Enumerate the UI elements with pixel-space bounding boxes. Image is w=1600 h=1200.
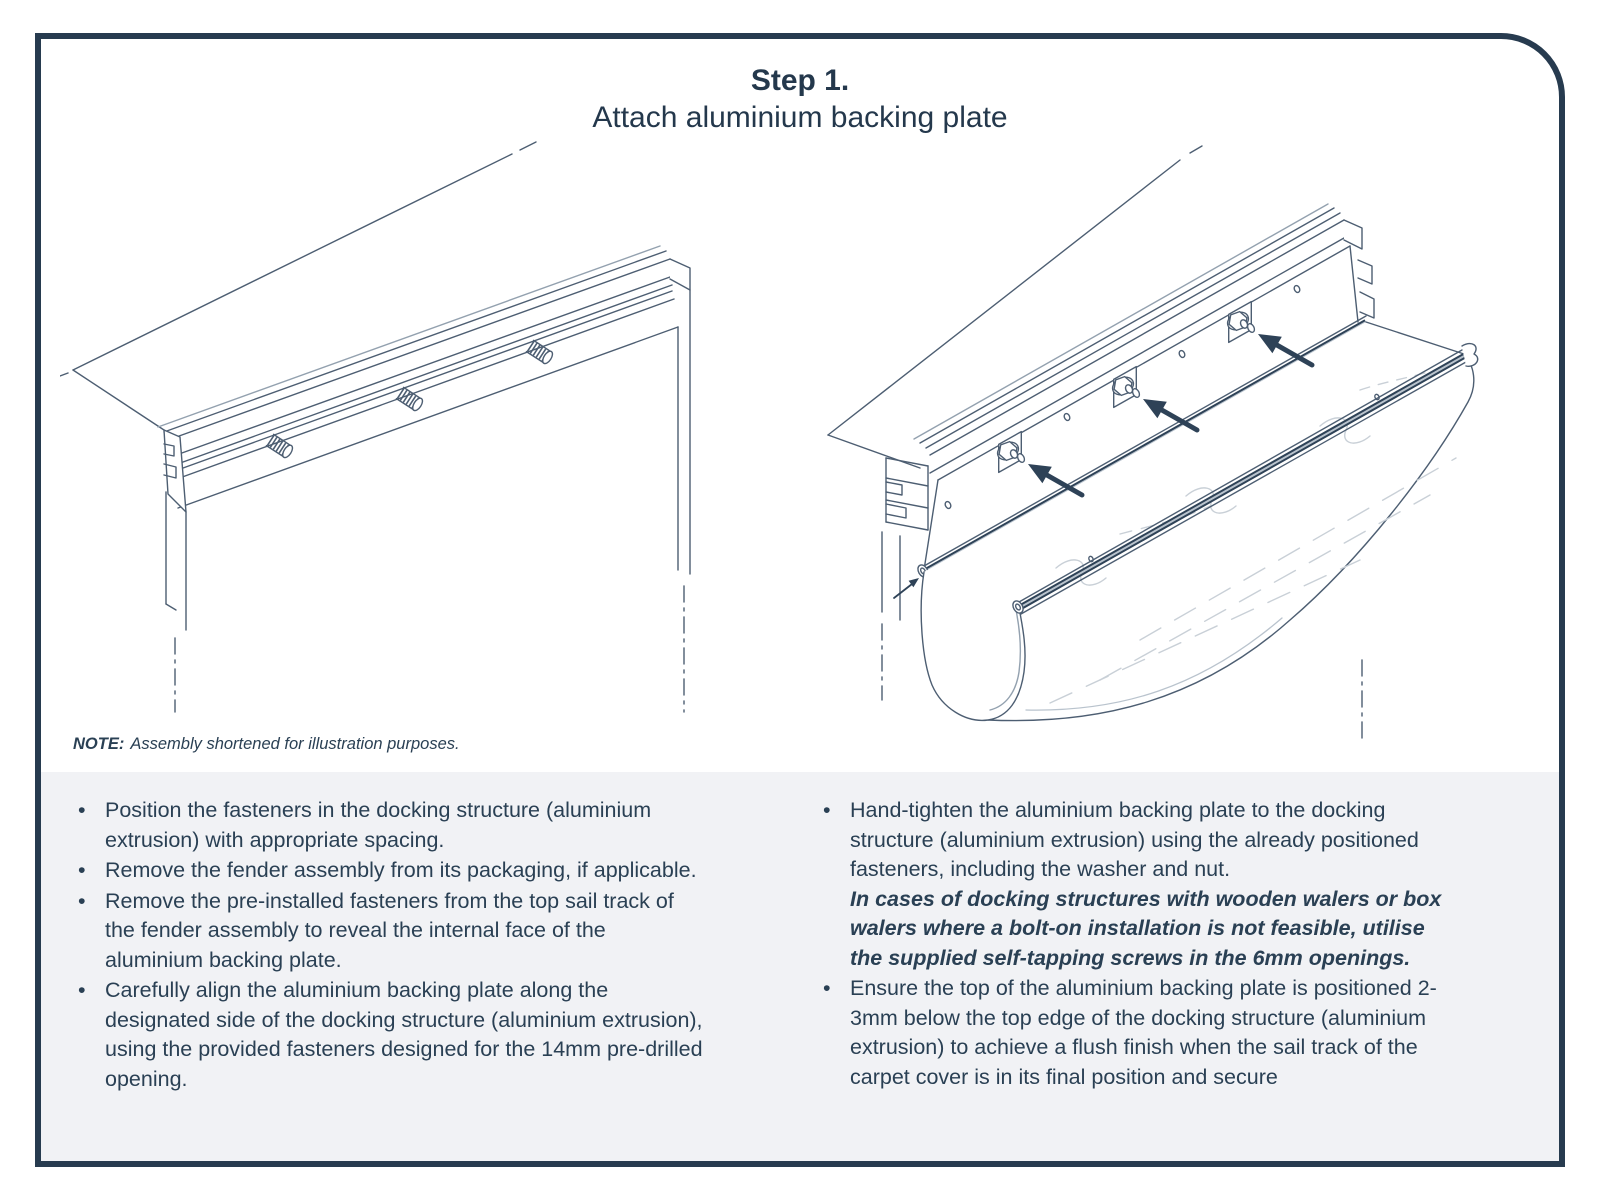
instruction-text: Hand-tighten the aluminium backing plate to the docking structure (aluminium extrusion) using the already positioned fasteners, including the washer and nut. — [850, 798, 1419, 881]
list-item — [819, 796, 1449, 973]
list-item — [74, 887, 704, 976]
note — [73, 735, 460, 754]
page-frame — [35, 33, 1565, 1167]
instruction-text: Ensure the top of the aluminium backing plate is positioned 2-3mm below the top edge of the docking structure (aluminium extrusion) to achieve a flush finish when the sail track of the carpet cover is in its final position and secure — [850, 976, 1437, 1089]
bullet: • — [78, 888, 86, 913]
illustration-fender-assembly — [820, 140, 1520, 740]
instruction-columns — [41, 772, 1559, 1095]
instruction-text: Remove the fender assembly from its packaging, if applicable. — [105, 858, 697, 882]
deck-surface — [60, 142, 666, 432]
instruction-text: Position the fasteners in the docking structure (aluminium extrusion) with appropriate spacing. — [105, 798, 652, 852]
instruction-list-left — [74, 796, 704, 1095]
extrusion-end-profile — [164, 430, 186, 512]
list-item — [74, 796, 704, 855]
list-item — [74, 976, 704, 1094]
track-pointer-arrow — [894, 578, 919, 598]
page-title: Attach aluminium backing plate — [592, 101, 1008, 134]
bullet: • — [78, 858, 86, 882]
list-item — [819, 974, 1449, 1092]
instruction-text: Remove the pre-installed fasteners from the top sail track of the fender assembly to reveal the internal face of the aluminium backing plate. — [105, 888, 674, 972]
note-text: Assembly shortened for illustration purposes. — [130, 735, 460, 753]
note-label: NOTE: — [73, 735, 125, 753]
list-item — [74, 856, 704, 886]
bullet: • — [78, 978, 86, 1002]
extrusion-end-profile — [882, 458, 928, 700]
bullet: • — [823, 976, 831, 1000]
bullet: • — [78, 798, 86, 822]
instruction-emphasis: In cases of docking structures with wooden walers or box walers where a bolt-on installation is not feasible, utilise the supplied self-tapping screws in the 6mm openings. — [850, 886, 1442, 970]
title-block — [41, 63, 1559, 136]
instruction-list-right — [819, 796, 1449, 1095]
instruction-text: Carefully align the aluminium backing plate along the designated side of the docking structure (aluminium extrusion), using the provided fasteners designed for the 14mm pre-drilled opening. — [105, 978, 703, 1091]
bullet: • — [823, 798, 831, 822]
instructions-panel — [41, 772, 1559, 1161]
dock-wall — [166, 290, 690, 712]
step-label: Step 1. — [750, 64, 850, 97]
extrusion-rail — [168, 259, 690, 508]
illustration-docking-structure — [60, 140, 740, 720]
